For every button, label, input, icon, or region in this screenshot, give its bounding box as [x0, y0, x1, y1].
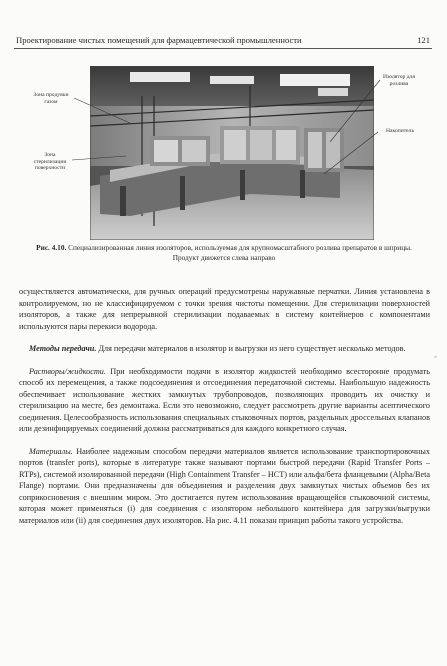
- caption-text: Специализированная линия изоляторов, используемая для крупномасштабного розлива препаратов в шприцы. Продукт движется слева направо: [68, 243, 412, 262]
- paragraph-2-lead: Методы передачи.: [29, 344, 97, 353]
- callout-filling-isolator: Изолятор для розлива: [383, 74, 415, 87]
- paragraph-2: [19, 343, 430, 355]
- margin-mark: »: [434, 354, 437, 360]
- callout-leader-lines: [14, 56, 432, 241]
- paragraph-2-text: Для передачи материалов в изолятор и выгрузки из него существует несколько методов.: [96, 344, 406, 353]
- running-title: Проектирование чистых помещений для фармацевтической промышленности: [16, 35, 302, 45]
- callout-surface-sterilization-zone: Зона стерилизации поверхности: [33, 152, 67, 172]
- paragraph-3-lead: Растворы/жидкости.: [29, 366, 106, 376]
- figure: [14, 56, 432, 241]
- running-header: [14, 34, 432, 49]
- figure-caption: [32, 243, 416, 263]
- page-number: 121: [417, 35, 430, 45]
- paragraph-4-lead: Материалы.: [29, 446, 73, 456]
- callout-accumulator: Накопитель: [385, 128, 414, 134]
- caption-label: Рис. 4.10.: [36, 243, 67, 252]
- paragraph-1: осуществляется автоматически, для ручных операций предусмотрены наружавные перчатки. Линия установлена в контролируемом, но не классифицируемом с точки зрения чистоты помещении. Для стерилизации поверхностей изоляторов, а также для непрерывной стерилизации подаваемых в систему контейнеров с компонентами используются пары перекиси водорода.: [19, 287, 430, 331]
- paragraph-3-text: При необходимости подачи в изолятор жидкостей необходимо всесторонне продумать способ их перемещения, а также подсоединения и отсоединения передаточной системы. Наибольшую надежность обеспечивает использование жестких замкнутых трубопроводов, позволяющих проводить их очистку и стерилизацию на месте, без демонтажа. Если это невозможно, следует рассмотреть другие варианты асептического соединения. Целесообразность использования специальных стыковочных портов, раздельных дроссельных клапанов или дезинфицируемых соединений должна рассматриваться для каждого конкретного случая.: [19, 366, 430, 433]
- paragraph-4: [19, 446, 430, 527]
- body-text: [19, 286, 430, 526]
- callout-gas-purge-zone: Зона продувки газом: [33, 92, 69, 105]
- paragraph-3: [19, 366, 430, 435]
- paragraph-4-text: Наиболее надежным способом передачи материалов является использование транспортировочных портов (transfer ports), которые в литературе также называют портами быстрой передачи (Rapid Transfer Ports – RTPs), системой изолированной передачи (High Containment Transfer – HCT) или альфа/бета фланцевыми (Alpha/Beta Flange) портами. Они предназначены для объединения и разделения двух замкнутых чистых объемов без их соприкосновения с внешним миром. Это достигается путем использования вращающейся стыковочной системы, которая может применяться (i) для соединения с изолятором небольшого контейнера для загрузки/выгрузки материалов или (ii) для соединения двух изоляторов. На рис. 4.11 показан принцип работы такого устройства.: [19, 446, 430, 525]
